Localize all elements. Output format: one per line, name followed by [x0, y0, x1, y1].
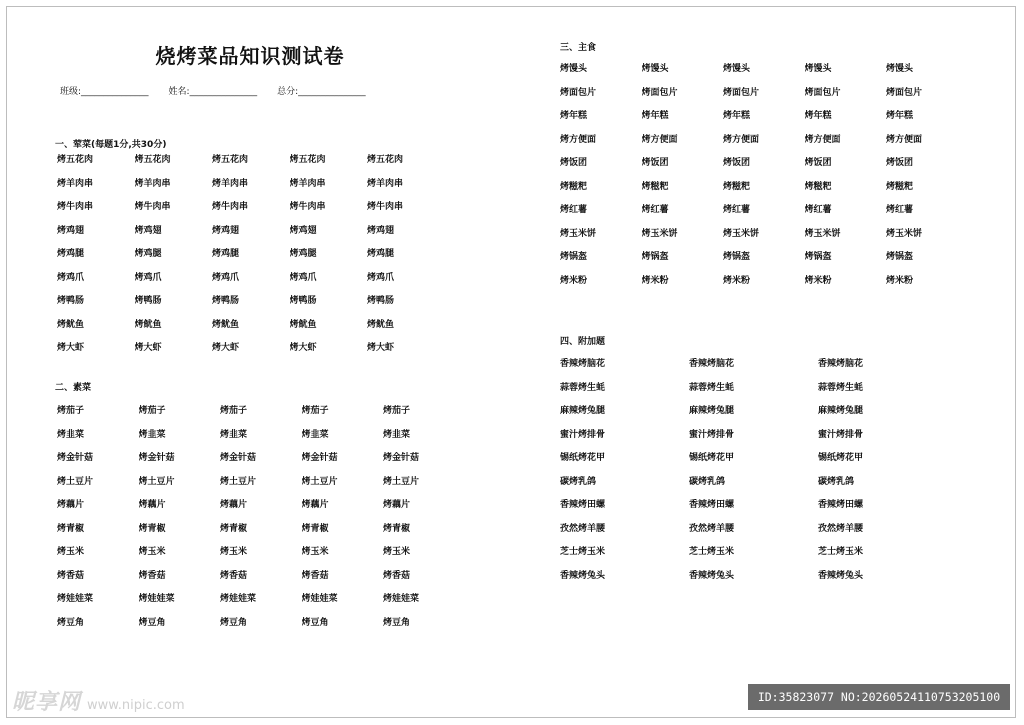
dish-item: 孜然烤羊腰	[818, 523, 864, 534]
dish-item: 烤鸡腿	[367, 249, 395, 259]
dish-item: 烤红薯	[723, 205, 751, 215]
dish-item: 烤鱿鱼	[212, 319, 240, 330]
dish-item: 烤鸡爪	[289, 272, 317, 283]
dish-item: 碳烤乳鸽	[689, 476, 726, 487]
dish-item: 烤藕片	[301, 500, 329, 510]
dish-item: 烤韭菜	[220, 429, 248, 440]
dish-item: 烤糍粑	[560, 181, 588, 192]
dish-item: 芝士烤玉米	[560, 547, 606, 557]
dish-item: 烤面包片	[804, 87, 841, 98]
dish-item: 烤鸭肠	[212, 296, 240, 306]
dish-item: 烤牛肉串	[212, 202, 249, 212]
dish-item: 烤香菇	[57, 570, 85, 581]
dish-item: 烤土豆片	[57, 476, 94, 487]
dish-item: 碳烤乳鸽	[560, 476, 597, 487]
dish-item: 烤鱿鱼	[134, 319, 162, 330]
dish-item: 烤羊肉串	[57, 178, 94, 189]
dish-item: 烤米粉	[804, 275, 832, 286]
dish-item: 芝士烤玉米	[689, 547, 735, 557]
dish-item: 烤韭菜	[301, 429, 329, 440]
dish-item: 烤年糕	[723, 111, 751, 121]
dish-item: 烤方便面	[641, 134, 678, 145]
dish-item: 烤香菇	[301, 570, 329, 581]
dish-item: 烤鸭肠	[289, 296, 317, 306]
dish-item: 烤土豆片	[138, 476, 175, 487]
dish-item: 烤鸡腿	[212, 249, 240, 259]
dish-item: 烤馒头	[886, 64, 914, 74]
dish-item: 烤饭团	[641, 158, 669, 168]
section-grid-meat	[57, 154, 445, 366]
dish-item: 烤年糕	[641, 111, 669, 121]
dish-item: 烤茄子	[138, 406, 166, 416]
dish-item: 烤鸡翅	[57, 225, 85, 236]
dish-item: 烤馒头	[641, 64, 669, 74]
dish-item: 烤五花肉	[367, 155, 404, 165]
dish-item: 烤糍粑	[804, 181, 832, 192]
dish-item: 烤韭菜	[138, 429, 166, 440]
dish-item: 烤土豆片	[383, 476, 420, 487]
section-label-bonus: 四、附加题	[560, 337, 606, 347]
dish-item: 碳烤乳鸽	[818, 476, 855, 487]
dish-item: 烤鸡爪	[367, 272, 395, 283]
page-title: 烧烤菜品知识测试卷	[155, 44, 345, 68]
dish-item: 烤鸡翅	[212, 225, 240, 236]
dish-item: 烤土豆片	[220, 476, 257, 487]
dish-item: 蜜汁烤排骨	[818, 429, 864, 440]
dish-item: 麻辣烤兔腿	[818, 406, 864, 416]
dish-item: 香辣烤兔头	[689, 570, 735, 581]
dish-item: 烤藕片	[383, 500, 411, 510]
dish-item: 烤鱿鱼	[289, 319, 317, 330]
watermark-url: www.nipic.com	[87, 698, 185, 713]
dish-item: 烤金针菇	[220, 453, 257, 463]
dish-item: 烤羊肉串	[289, 178, 326, 189]
dish-item: 烤米粉	[886, 275, 914, 286]
dish-item: 烤锅盔	[560, 252, 588, 262]
dish-item: 烤韭菜	[383, 429, 411, 440]
dish-item: 烤饭团	[560, 158, 588, 168]
dish-item: 烤羊肉串	[134, 178, 171, 189]
dish-item: 烤豆角	[138, 617, 166, 628]
dish-item: 香辣烤兔头	[818, 570, 864, 581]
section-label-meat: 一、荤菜(每题1分,共30分)	[55, 140, 167, 150]
dish-item: 烤红薯	[804, 205, 832, 215]
dish-item: 烤鸭肠	[134, 296, 162, 306]
dish-item: 烤方便面	[723, 134, 760, 145]
dish-item: 蒜蓉烤生蚝	[689, 382, 735, 393]
dish-item: 烤方便面	[804, 134, 841, 145]
dish-item: 烤鸡翅	[134, 225, 162, 236]
dish-item: 烤娃娃菜	[57, 594, 94, 604]
dish-item: 烤牛肉串	[289, 202, 326, 212]
dish-item: 烤大虾	[57, 343, 85, 353]
dish-item: 烤玉米饼	[560, 228, 597, 239]
dish-item: 烤青椒	[138, 523, 166, 534]
dish-item: 烤鸡爪	[212, 272, 240, 283]
dish-item: 烤红薯	[886, 205, 914, 215]
dish-item: 孜然烤羊腰	[560, 523, 606, 534]
dish-item: 香辣烤兔头	[560, 570, 606, 581]
dish-item: 烤香菇	[383, 570, 411, 581]
dish-item: 烤年糕	[886, 111, 914, 121]
dish-item: 烤锅盔	[804, 252, 832, 262]
dish-item: 烤鸡腿	[134, 249, 162, 259]
dish-item: 烤羊肉串	[367, 178, 404, 189]
dish-item: 烤青椒	[301, 523, 329, 534]
dish-item: 锡纸烤花甲	[818, 453, 864, 463]
dish-item: 烤金针菇	[57, 453, 94, 463]
dish-item: 烤茄子	[383, 406, 411, 416]
dish-item: 烤馒头	[804, 64, 832, 74]
dish-item: 烤大虾	[367, 343, 395, 353]
dish-item: 烤五花肉	[212, 155, 249, 165]
dish-item: 香辣烤田螺	[560, 500, 606, 510]
dish-item: 烤玉米饼	[723, 228, 760, 239]
dish-item: 烤红薯	[641, 205, 669, 215]
dish-item: 香辣烤脑花	[560, 359, 606, 369]
dish-item: 蒜蓉烤生蚝	[818, 382, 864, 393]
dish-item: 烤鸭肠	[57, 296, 85, 306]
dish-item: 蜜汁烤排骨	[560, 429, 606, 440]
dish-item: 烤玉米	[301, 547, 329, 557]
dish-item: 烤鱿鱼	[367, 319, 395, 330]
dish-item: 烤香菇	[138, 570, 166, 581]
dish-item: 烤五花肉	[57, 155, 94, 165]
dish-item: 蜜汁烤排骨	[689, 429, 735, 440]
dish-item: 麻辣烤兔腿	[689, 406, 735, 416]
dish-item: 烤米粉	[641, 275, 669, 286]
dish-item: 烤锅盔	[886, 252, 914, 262]
class-field[interactable]: 班级:_______________	[60, 87, 149, 97]
dish-item: 烤大虾	[289, 343, 317, 353]
dish-item: 香辣烤脑花	[689, 359, 735, 369]
dish-item: 烤金针菇	[383, 453, 420, 463]
dish-item: 烤豆角	[220, 617, 248, 628]
section-grid-vegetable	[57, 405, 465, 640]
dish-item: 烤藕片	[138, 500, 166, 510]
dish-item: 烤玉米饼	[804, 228, 841, 239]
dish-item: 锡纸烤花甲	[689, 453, 735, 463]
dish-item: 香辣烤脑花	[818, 359, 864, 369]
dish-item: 烤牛肉串	[367, 202, 404, 212]
dish-item: 烤青椒	[383, 523, 411, 534]
image-id-badge: ID:35823077 NO:20260524110753205100	[748, 684, 1010, 710]
dish-item: 烤鸡爪	[57, 272, 85, 283]
watermark-logo	[12, 685, 185, 716]
dish-item: 蒜蓉烤生蚝	[560, 382, 606, 393]
dish-item: 烤方便面	[886, 134, 923, 145]
dish-item: 烤藕片	[57, 500, 85, 510]
name-field[interactable]: 姓名:_______________	[168, 87, 258, 97]
dish-item: 烤面包片	[560, 87, 597, 98]
dish-item: 烤面包片	[886, 87, 923, 98]
dish-item: 烤馒头	[560, 64, 588, 74]
watermark-logo-text: 昵享网	[12, 690, 82, 715]
dish-item: 烤饭团	[804, 158, 832, 168]
dish-item: 烤金针菇	[138, 453, 175, 463]
dish-item: 烤茄子	[220, 406, 248, 416]
dish-item: 烤娃娃菜	[220, 594, 257, 604]
dish-item: 烤玉米	[138, 547, 166, 557]
section-grid-bonus	[560, 358, 947, 593]
dish-item: 烤土豆片	[301, 476, 338, 487]
dish-item: 烤饭团	[886, 158, 914, 168]
dish-item: 烤鸡腿	[289, 249, 317, 259]
dish-item: 烤玉米饼	[641, 228, 678, 239]
dish-item: 烤米粉	[723, 275, 751, 286]
section-grid-staple	[560, 63, 968, 298]
dish-item: 烤糍粑	[886, 181, 914, 192]
dish-item: 烤饭团	[723, 158, 751, 168]
dish-item: 芝士烤玉米	[818, 547, 864, 557]
dish-item: 烤鸡爪	[134, 272, 162, 283]
dish-item: 烤鱿鱼	[57, 319, 85, 330]
dish-item: 烤豆角	[57, 617, 85, 628]
dish-item: 烤茄子	[301, 406, 329, 416]
dish-item: 烤面包片	[641, 87, 678, 98]
dish-item: 烤金针菇	[301, 453, 338, 463]
dish-item: 烤糍粑	[641, 181, 669, 192]
dish-item: 烤青椒	[220, 523, 248, 534]
dish-item: 烤羊肉串	[212, 178, 249, 189]
dish-item: 烤五花肉	[289, 155, 326, 165]
dish-item: 烤牛肉串	[57, 202, 94, 212]
dish-item: 烤茄子	[57, 406, 85, 416]
dish-item: 香辣烤田螺	[818, 500, 864, 510]
dish-item: 烤韭菜	[57, 429, 85, 440]
dish-item: 烤鸡翅	[289, 225, 317, 236]
dish-item: 烤年糕	[804, 111, 832, 121]
dish-item: 烤鸡腿	[57, 249, 85, 259]
dish-item: 香辣烤田螺	[689, 500, 735, 510]
section-label-staple: 三、主食	[560, 43, 597, 53]
dish-item: 孜然烤羊腰	[689, 523, 735, 534]
dish-item: 烤娃娃菜	[138, 594, 175, 604]
dish-item: 烤馒头	[723, 64, 751, 74]
dish-item: 烤大虾	[212, 343, 240, 353]
dish-item: 烤牛肉串	[134, 202, 171, 212]
dish-item: 麻辣烤兔腿	[560, 406, 606, 416]
dish-item: 烤鸡翅	[367, 225, 395, 236]
section-label-vegetable: 二、素菜	[55, 383, 92, 393]
dish-item: 烤米粉	[560, 275, 588, 286]
dish-item: 烤藕片	[220, 500, 248, 510]
dish-item: 烤玉米饼	[886, 228, 923, 239]
dish-item: 烤娃娃菜	[383, 594, 420, 604]
dish-item: 烤大虾	[134, 343, 162, 353]
dish-item: 烤玉米	[220, 547, 248, 557]
dish-item: 烤豆角	[383, 617, 411, 628]
dish-item: 烤年糕	[560, 111, 588, 121]
dish-item: 烤鸭肠	[367, 296, 395, 306]
dish-item: 烤锅盔	[723, 252, 751, 262]
dish-item: 烤面包片	[723, 87, 760, 98]
info-row	[60, 84, 366, 97]
dish-item: 烤糍粑	[723, 181, 751, 192]
dish-item: 烤娃娃菜	[301, 594, 338, 604]
dish-item: 锡纸烤花甲	[560, 453, 606, 463]
dish-item: 烤青椒	[57, 523, 85, 534]
dish-item: 烤玉米	[383, 547, 411, 557]
dish-item: 烤方便面	[560, 134, 597, 145]
dish-item: 烤锅盔	[641, 252, 669, 262]
score-field[interactable]: 总分:_______________	[277, 87, 366, 97]
dish-item: 烤五花肉	[134, 155, 171, 165]
dish-item: 烤红薯	[560, 205, 588, 215]
dish-item: 烤玉米	[57, 547, 85, 557]
dish-item: 烤香菇	[220, 570, 248, 581]
dish-item: 烤豆角	[301, 617, 329, 628]
